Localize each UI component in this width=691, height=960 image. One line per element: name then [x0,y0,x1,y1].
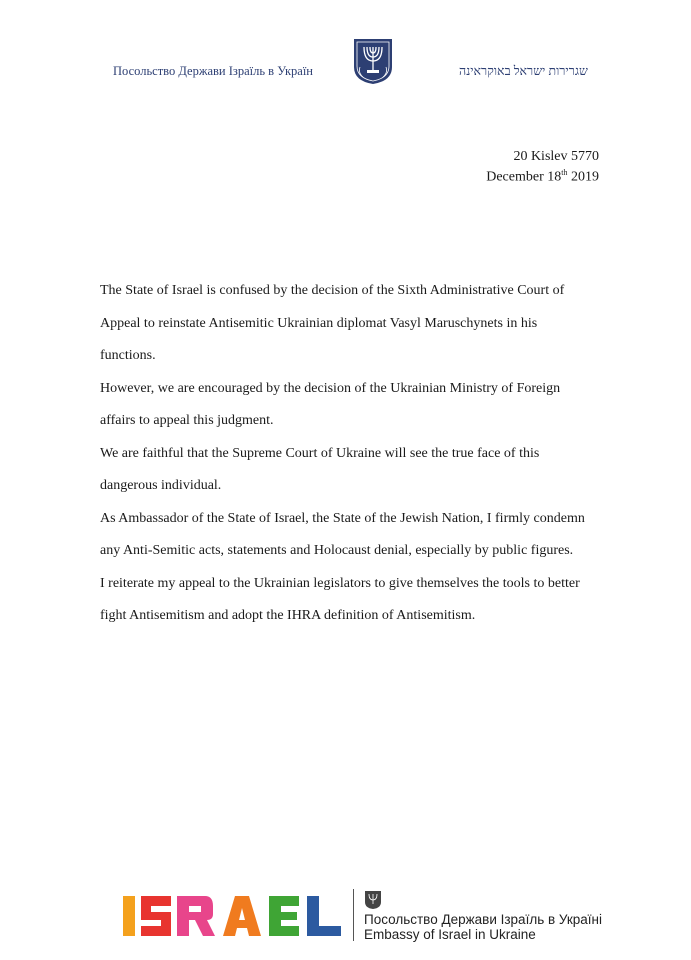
body-line: Appeal to reinstate Antisemitic Ukrainian diplomat Vasyl Maruschynets in his [100,315,538,331]
body-line: I reiterate my appeal to the Ukrainian legislators to give themselves the tools to better [100,575,580,591]
israel-logo [123,892,343,940]
date-month-day: December 18 [486,169,562,185]
body-line: dangerous individual. [100,478,222,493]
menorah-emblem-icon [364,890,382,910]
body-line: As Ambassador of the State of Israel, the State of the Jewish Nation, I firmly condemn [100,510,585,526]
footer-divider [353,889,354,941]
gregorian-date [486,165,599,186]
body-line: affairs to appeal this judgment. [100,413,274,428]
date-year: 2019 [571,169,599,185]
menorah-emblem-icon [352,37,394,85]
body-line: We are faithful that the Supreme Court of Ukraine will see the true face of this [100,445,540,461]
footer-embassy-text [364,912,602,942]
body-line: fight Antisemitism and adopt the IHRA definition of Antisemitism. [100,608,476,623]
date-block [486,149,599,186]
letter-body [100,275,600,633]
hebrew-date: 20 Kislev 5770 [513,149,599,164]
body-line: However, we are encouraged by the decision of the Ukrainian Ministry of Foreign [100,380,561,396]
header-embassy-ukrainian: Посольство Держави Ізраїль в Україн [113,64,313,78]
body-line: The State of Israel is confused by the decision of the Sixth Administrative Court of [100,283,565,298]
footer-line-english: Embassy of Israel in Ukraine [364,927,536,942]
body-line: functions. [100,348,156,363]
body-line: any Anti-Semitic acts, statements and Holocaust denial, especially by public figures. [100,543,574,558]
date-suffix: th [561,168,568,177]
footer-line-ukrainian: Посольство Держави Ізраїль в Україні [364,912,602,927]
header-embassy-hebrew: שגרירות ישראל באוקראינה [459,64,588,78]
